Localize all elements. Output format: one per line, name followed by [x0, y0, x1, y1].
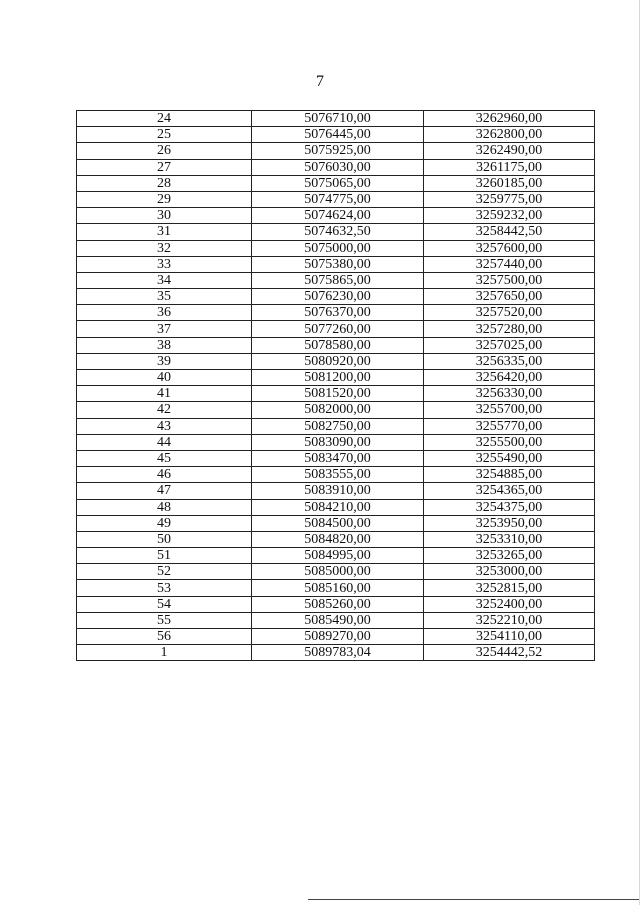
x-coordinate-cell: 5075000,00: [252, 240, 424, 256]
point-number-cell: 49: [77, 515, 252, 531]
point-number-cell: 51: [77, 548, 252, 564]
y-coordinate-cell: 3257280,00: [424, 321, 595, 337]
x-coordinate-cell: 5084500,00: [252, 515, 424, 531]
y-coordinate-cell: 3257025,00: [424, 337, 595, 353]
table-row: [77, 645, 595, 661]
y-coordinate-cell: 3252210,00: [424, 612, 595, 628]
y-coordinate-cell: 3262490,00: [424, 143, 595, 159]
table-row: [77, 337, 595, 353]
table-row: [77, 499, 595, 515]
x-coordinate-cell: 5082000,00: [252, 402, 424, 418]
y-coordinate-cell: 3252400,00: [424, 596, 595, 612]
table-row: [77, 548, 595, 564]
table-row: [77, 564, 595, 580]
table-row: [77, 256, 595, 272]
x-coordinate-cell: 5085000,00: [252, 564, 424, 580]
point-number-cell: 48: [77, 499, 252, 515]
x-coordinate-cell: 5076230,00: [252, 289, 424, 305]
x-coordinate-cell: 5074632,50: [252, 224, 424, 240]
x-coordinate-cell: 5084820,00: [252, 531, 424, 547]
y-coordinate-cell: 3253950,00: [424, 515, 595, 531]
x-coordinate-cell: 5076030,00: [252, 159, 424, 175]
table-row: [77, 450, 595, 466]
x-coordinate-cell: 5080920,00: [252, 353, 424, 369]
x-coordinate-cell: 5074624,00: [252, 208, 424, 224]
x-coordinate-cell: 5089270,00: [252, 629, 424, 645]
point-number-cell: 33: [77, 256, 252, 272]
point-number-cell: 42: [77, 402, 252, 418]
point-number-cell: 37: [77, 321, 252, 337]
y-coordinate-cell: 3262960,00: [424, 111, 595, 127]
point-number-cell: 56: [77, 629, 252, 645]
y-coordinate-cell: 3254375,00: [424, 499, 595, 515]
x-coordinate-cell: 5083555,00: [252, 467, 424, 483]
point-number-cell: 29: [77, 191, 252, 207]
table-row: [77, 175, 595, 191]
x-coordinate-cell: 5074775,00: [252, 191, 424, 207]
x-coordinate-cell: 5082750,00: [252, 418, 424, 434]
point-number-cell: 47: [77, 483, 252, 499]
table-row: [77, 467, 595, 483]
x-coordinate-cell: 5084995,00: [252, 548, 424, 564]
table-row: [77, 629, 595, 645]
table-row: [77, 515, 595, 531]
y-coordinate-cell: 3257440,00: [424, 256, 595, 272]
x-coordinate-cell: 5076445,00: [252, 127, 424, 143]
table-row: [77, 272, 595, 288]
point-number-cell: 44: [77, 434, 252, 450]
y-coordinate-cell: 3255770,00: [424, 418, 595, 434]
x-coordinate-cell: 5078580,00: [252, 337, 424, 353]
point-number-cell: 34: [77, 272, 252, 288]
table-row: [77, 370, 595, 386]
point-number-cell: 35: [77, 289, 252, 305]
y-coordinate-cell: 3260185,00: [424, 175, 595, 191]
y-coordinate-cell: 3257650,00: [424, 289, 595, 305]
x-coordinate-cell: 5076710,00: [252, 111, 424, 127]
point-number-cell: 32: [77, 240, 252, 256]
y-coordinate-cell: 3258442,50: [424, 224, 595, 240]
x-coordinate-cell: 5075865,00: [252, 272, 424, 288]
page-number: 7: [316, 73, 324, 90]
x-coordinate-cell: 5076370,00: [252, 305, 424, 321]
table-row: [77, 580, 595, 596]
x-coordinate-cell: 5085160,00: [252, 580, 424, 596]
x-coordinate-cell: 5083910,00: [252, 483, 424, 499]
point-number-cell: 52: [77, 564, 252, 580]
point-number-cell: 25: [77, 127, 252, 143]
y-coordinate-cell: 3261175,00: [424, 159, 595, 175]
table-row: [77, 353, 595, 369]
x-coordinate-cell: 5077260,00: [252, 321, 424, 337]
point-number-cell: 40: [77, 370, 252, 386]
x-coordinate-cell: 5075925,00: [252, 143, 424, 159]
point-number-cell: 43: [77, 418, 252, 434]
y-coordinate-cell: 3256330,00: [424, 386, 595, 402]
x-coordinate-cell: 5085260,00: [252, 596, 424, 612]
table-row: [77, 386, 595, 402]
point-number-cell: 50: [77, 531, 252, 547]
y-coordinate-cell: 3254110,00: [424, 629, 595, 645]
table-row: [77, 143, 595, 159]
table-row: [77, 402, 595, 418]
y-coordinate-cell: 3257520,00: [424, 305, 595, 321]
point-number-cell: 24: [77, 111, 252, 127]
y-coordinate-cell: 3256335,00: [424, 353, 595, 369]
point-number-cell: 26: [77, 143, 252, 159]
table-row: [77, 305, 595, 321]
table-row: [77, 418, 595, 434]
y-coordinate-cell: 3259232,00: [424, 208, 595, 224]
table-row: [77, 208, 595, 224]
y-coordinate-cell: 3262800,00: [424, 127, 595, 143]
point-number-cell: 55: [77, 612, 252, 628]
x-coordinate-cell: 5089783,04: [252, 645, 424, 661]
point-number-cell: 41: [77, 386, 252, 402]
x-coordinate-cell: 5083090,00: [252, 434, 424, 450]
point-number-cell: 45: [77, 450, 252, 466]
point-number-cell: 27: [77, 159, 252, 175]
y-coordinate-cell: 3254365,00: [424, 483, 595, 499]
point-number-cell: 53: [77, 580, 252, 596]
y-coordinate-cell: 3256420,00: [424, 370, 595, 386]
table-row: [77, 289, 595, 305]
y-coordinate-cell: 3253000,00: [424, 564, 595, 580]
x-coordinate-cell: 5075380,00: [252, 256, 424, 272]
scan-artifact-line: [308, 899, 640, 900]
y-coordinate-cell: 3254885,00: [424, 467, 595, 483]
table-row: [77, 531, 595, 547]
x-coordinate-cell: 5083470,00: [252, 450, 424, 466]
y-coordinate-cell: 3255490,00: [424, 450, 595, 466]
y-coordinate-cell: 3257500,00: [424, 272, 595, 288]
table-row: [77, 596, 595, 612]
y-coordinate-cell: 3255700,00: [424, 402, 595, 418]
table-row: [77, 321, 595, 337]
table-row: [77, 191, 595, 207]
y-coordinate-cell: 3253310,00: [424, 531, 595, 547]
point-number-cell: 1: [77, 645, 252, 661]
y-coordinate-cell: 3253265,00: [424, 548, 595, 564]
table-row: [77, 612, 595, 628]
table-row: [77, 434, 595, 450]
x-coordinate-cell: 5075065,00: [252, 175, 424, 191]
x-coordinate-cell: 5084210,00: [252, 499, 424, 515]
coordinates-table-body: [77, 111, 595, 661]
point-number-cell: 39: [77, 353, 252, 369]
y-coordinate-cell: 3252815,00: [424, 580, 595, 596]
point-number-cell: 54: [77, 596, 252, 612]
table-row: [77, 127, 595, 143]
point-number-cell: 31: [77, 224, 252, 240]
table-row: [77, 224, 595, 240]
x-coordinate-cell: 5081200,00: [252, 370, 424, 386]
point-number-cell: 38: [77, 337, 252, 353]
point-number-cell: 46: [77, 467, 252, 483]
y-coordinate-cell: 3257600,00: [424, 240, 595, 256]
y-coordinate-cell: 3259775,00: [424, 191, 595, 207]
coordinates-table: [76, 110, 595, 661]
x-coordinate-cell: 5081520,00: [252, 386, 424, 402]
table-row: [77, 240, 595, 256]
point-number-cell: 36: [77, 305, 252, 321]
table-row: [77, 483, 595, 499]
x-coordinate-cell: 5085490,00: [252, 612, 424, 628]
point-number-cell: 30: [77, 208, 252, 224]
y-coordinate-cell: 3255500,00: [424, 434, 595, 450]
table-row: [77, 111, 595, 127]
point-number-cell: 28: [77, 175, 252, 191]
table-row: [77, 159, 595, 175]
y-coordinate-cell: 3254442,52: [424, 645, 595, 661]
